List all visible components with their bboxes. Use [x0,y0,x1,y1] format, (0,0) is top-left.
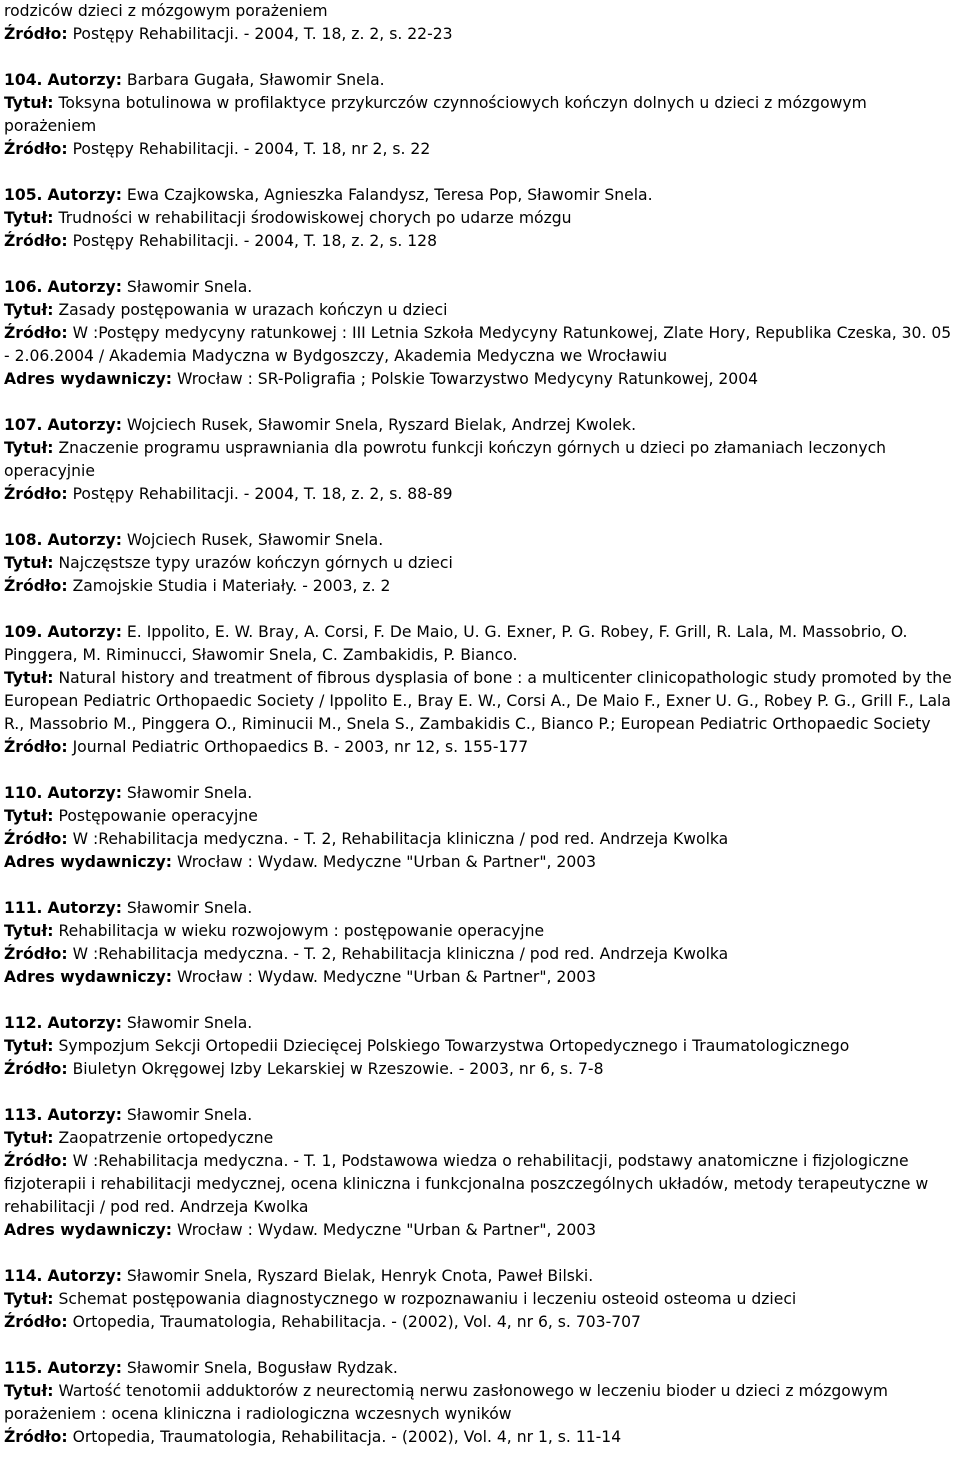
entry-authors: Wojciech Rusek, Sławomir Snela. [121,531,384,549]
entry-source-line [4,575,956,598]
entry-authors-line [4,1012,956,1035]
entry-authors: Wojciech Rusek, Sławomir Snela, Ryszard Bielak, Andrzej Kwolek. [121,416,637,434]
entry-source: Postępy Rehabilitacji. - 2004, T. 18, z. 2, s. 88-89 [67,485,453,503]
entry-authors: Sławomir Snela. [121,1106,253,1124]
entry-spacer [4,598,956,621]
entry-title-line [4,920,956,943]
title-label: Tytuł: [4,554,54,572]
entry-authors: Sławomir Snela, Bogusław Rydzak. [121,1359,398,1377]
entry-source: W :Postępy medycyny ratunkowej : III Letnia Szkoła Medycyny Ratunkowej, Zlate Hory, Republika Czeska, 30. 05 - 2.06.2004 / Akademia Madyczna w Bydgoszczy, Akademia Medyczna we Wrocławiu [4,324,952,365]
entry-source: Postępy Rehabilitacji. - 2004, T. 18, z. 2, s. 128 [67,232,438,250]
entry-number: 106. [4,278,43,296]
entry-authors-line [4,276,956,299]
entry-authors: Sławomir Snela. [121,1014,253,1032]
bibliography-entry [4,897,956,1012]
authors-label: Autorzy: [47,278,122,296]
bibliography-document [4,0,956,1449]
bibliography-entry [4,529,956,621]
entry-source-line [4,1058,956,1081]
entry-number: 112. [4,1014,43,1032]
source-label: Źródło: [4,1428,68,1446]
authors-label: Autorzy: [47,186,122,204]
entry-authors-line [4,69,956,92]
bibliography-entry [4,184,956,276]
entry-spacer [4,874,956,897]
entry-spacer [4,1081,956,1104]
entry-spacer [4,989,956,1012]
entry-authors: Sławomir Snela. [121,278,253,296]
entry-title-line [4,552,956,575]
entry-spacer [4,1242,956,1265]
authors-label: Autorzy: [47,899,122,917]
bibliography-entry [4,621,956,782]
intro-title-text: rodziców dzieci z mózgowym porażeniem [4,2,328,20]
entry-number: 108. [4,531,43,549]
entry-authors-line [4,621,956,667]
entry-number: 109. [4,623,43,641]
entry-title-line [4,1127,956,1150]
bibliography-entries [4,69,956,1449]
entry-title-line [4,437,956,483]
publisher-label: Adres wydawniczy: [4,853,173,871]
entry-number: 111. [4,899,43,917]
entry-source: W :Rehabilitacja medyczna. - T. 2, Rehabilitacja kliniczna / pod red. Andrzeja Kwolka [67,830,729,848]
entry-title: Najczęstsze typy urazów kończyn górnych u dzieci [53,554,453,572]
entry-title-line [4,299,956,322]
entry-source-line [4,138,956,161]
entry-source-line [4,1426,956,1449]
entry-source-line [4,230,956,253]
entry-title: Zaopatrzenie ortopedyczne [53,1129,274,1147]
entry-title: Toksyna botulinowa w profilaktyce przykurczów czynnościowych kończyn dolnych u dzieci z mózgowym porażeniem [4,94,867,135]
source-label: Źródło: [4,140,68,158]
entry-publisher: Wrocław : Wydaw. Medyczne "Urban & Partner", 2003 [172,968,597,986]
entry-source: Ortopedia, Traumatologia, Rehabilitacja. - (2002), Vol. 4, nr 6, s. 703-707 [67,1313,641,1331]
bibliography-entry [4,1012,956,1104]
entry-source-line [4,322,956,368]
entry-authors: E. Ippolito, E. W. Bray, A. Corsi, F. De Maio, U. G. Exner, P. G. Robey, F. Grill, R. Lala, M. Massobrio, O. Pinggera, M. Riminucci, Sławomir Snela, C. Zambakidis, P. Bianco. [4,623,908,664]
entry-spacer [4,253,956,276]
authors-label: Autorzy: [47,1267,122,1285]
entry-source: Postępy Rehabilitacji. - 2004, T. 18, nr 2, s. 22 [67,140,431,158]
title-label: Tytuł: [4,1382,54,1400]
entry-title: Rehabilitacja w wieku rozwojowym : postępowanie operacyjne [53,922,545,940]
entry-authors-line [4,1357,956,1380]
bibliography-entry [4,1357,956,1449]
title-label: Tytuł: [4,807,54,825]
source-label: Źródło: [4,25,68,43]
source-label: Źródło: [4,485,68,503]
entry-spacer [4,391,956,414]
entry-number: 113. [4,1106,43,1124]
entry-authors-line [4,897,956,920]
entry-authors-line [4,529,956,552]
publisher-label: Adres wydawniczy: [4,1221,173,1239]
bibliography-entry [4,782,956,897]
entry-number: 110. [4,784,43,802]
title-label: Tytuł: [4,301,54,319]
entry-publisher: Wrocław : Wydaw. Medyczne "Urban & Partner", 2003 [172,853,597,871]
source-label: Źródło: [4,738,68,756]
authors-label: Autorzy: [47,623,122,641]
entry-title: Natural history and treatment of fibrous dysplasia of bone : a multicenter clinicopathologic study promoted by the European Pediatric Orthopaedic Society / Ippolito E., Bray E. W., Corsi A., De Maio F., Exner U. G., Robey P. G., Grill F., Lala R., Massobrio M., Pinggera O., Riminucii M., Snela S., Zambakidis C., Bianco P.; European Pediatric Orthopaedic Society [4,669,952,733]
entry-source: Ortopedia, Traumatologia, Rehabilitacja. - (2002), Vol. 4, nr 1, s. 11-14 [67,1428,622,1446]
entry-number: 114. [4,1267,43,1285]
entry-publisher-line [4,851,956,874]
authors-label: Autorzy: [47,1014,122,1032]
entry-source: Journal Pediatric Orthopaedics B. - 2003, nr 12, s. 155-177 [67,738,529,756]
publisher-label: Adres wydawniczy: [4,370,173,388]
entry-title: Znaczenie programu usprawniania dla powrotu funkcji kończyn górnych u dzieci po złamaniach leczonych operacyjnie [4,439,887,480]
entry-source-line [4,828,956,851]
entry-title-line [4,207,956,230]
entry-title-line [4,805,956,828]
entry-publisher-line [4,1219,956,1242]
entry-title: Wartość tenotomii adduktorów z neurectomią nerwu zasłonowego w leczeniu bioder u dzieci z mózgowym porażeniem : ocena kliniczna i radiologiczna wczesnych wyników [4,1382,888,1423]
entry-title: Schemat postępowania diagnostycznego w rozpoznawaniu i leczeniu osteoid osteoma u dzieci [53,1290,797,1308]
entry-publisher: Wrocław : SR-Poligrafia ; Polskie Towarzystwo Medycyny Ratunkowej, 2004 [172,370,759,388]
entry-title-line [4,92,956,138]
entry-source-line [4,483,956,506]
entry-title-line [4,667,956,736]
entry-source: Zamojskie Studia i Materiały. - 2003, z. 2 [67,577,391,595]
entry-number: 115. [4,1359,43,1377]
entry-authors: Barbara Gugała, Sławomir Snela. [121,71,385,89]
title-label: Tytuł: [4,1037,54,1055]
entry-source: W :Rehabilitacja medyczna. - T. 2, Rehabilitacja kliniczna / pod red. Andrzeja Kwolka [67,945,729,963]
title-label: Tytuł: [4,209,54,227]
entry-source-line [4,1150,956,1219]
entry-publisher: Wrocław : Wydaw. Medyczne "Urban & Partner", 2003 [172,1221,597,1239]
entry-authors-line [4,184,956,207]
source-label: Źródło: [4,1152,68,1170]
bibliography-entry [4,276,956,414]
entry-authors-line [4,414,956,437]
authors-label: Autorzy: [47,531,122,549]
entry-title-line [4,1035,956,1058]
title-label: Tytuł: [4,94,54,112]
bibliography-entry [4,69,956,184]
authors-label: Autorzy: [47,71,122,89]
source-label: Źródło: [4,1060,68,1078]
entry-source-line [4,1311,956,1334]
entry-spacer [4,506,956,529]
source-label: Źródło: [4,830,68,848]
entry-publisher-line [4,368,956,391]
entry-source-line [4,943,956,966]
title-label: Tytuł: [4,439,54,457]
entry-authors-line [4,1265,956,1288]
entry-number: 105. [4,186,43,204]
bibliography-entry [4,1104,956,1265]
entry-number: 107. [4,416,43,434]
entry-authors: Sławomir Snela, Ryszard Bielak, Henryk Cnota, Paweł Bilski. [121,1267,594,1285]
publisher-label: Adres wydawniczy: [4,968,173,986]
authors-label: Autorzy: [47,416,122,434]
entry-spacer [4,759,956,782]
entry-title-line [4,1380,956,1426]
entry-spacer [4,1334,956,1357]
intro-title-line [4,0,956,23]
title-label: Tytuł: [4,1129,54,1147]
intro-source-line [4,23,956,46]
bibliography-entry [4,1265,956,1357]
authors-label: Autorzy: [47,1359,122,1377]
entry-authors: Ewa Czajkowska, Agnieszka Falandysz, Teresa Pop, Sławomir Snela. [121,186,653,204]
entry-source-line [4,736,956,759]
entry-authors-line [4,1104,956,1127]
authors-label: Autorzy: [47,1106,122,1124]
source-label: Źródło: [4,577,68,595]
entry-title: Zasady postępowania w urazach kończyn u dzieci [53,301,448,319]
entry-number: 104. [4,71,43,89]
entry-authors: Sławomir Snela. [121,784,253,802]
entry-source: Biuletyn Okręgowej Izby Lekarskiej w Rzeszowie. - 2003, nr 6, s. 7-8 [67,1060,604,1078]
entry-publisher-line [4,966,956,989]
entry-title: Postępowanie operacyjne [53,807,258,825]
entry-authors-line [4,782,956,805]
authors-label: Autorzy: [47,784,122,802]
entry-source: W :Rehabilitacja medyczna. - T. 1, Podstawowa wiedza o rehabilitacji, podstawy anatomiczne i fizjologiczne fizjoterapii i rehabilitacji medycznej, ocena kliniczna i funkcjonalna poszczególnych układów, metody terapeutyczne w rehabilitacji / pod red. Andrzeja Kwolka [4,1152,929,1216]
source-label: Źródło: [4,1313,68,1331]
title-label: Tytuł: [4,669,54,687]
entry-title-line [4,1288,956,1311]
bibliography-entry [4,414,956,529]
source-label: Źródło: [4,232,68,250]
entry-title: Trudności w rehabilitacji środowiskowej chorych po udarze mózgu [53,209,572,227]
entry-spacer [4,161,956,184]
source-label: Źródło: [4,945,68,963]
title-label: Tytuł: [4,1290,54,1308]
entry-authors: Sławomir Snela. [121,899,253,917]
title-label: Tytuł: [4,922,54,940]
entry-title: Sympozjum Sekcji Ortopedii Dziecięcej Polskiego Towarzystwa Ortopedycznego i Traumatologicznego [53,1037,850,1055]
intro-source-text: Postępy Rehabilitacji. - 2004, T. 18, z. 2, s. 22-23 [67,25,453,43]
entry-spacer [4,46,956,69]
source-label: Źródło: [4,324,68,342]
